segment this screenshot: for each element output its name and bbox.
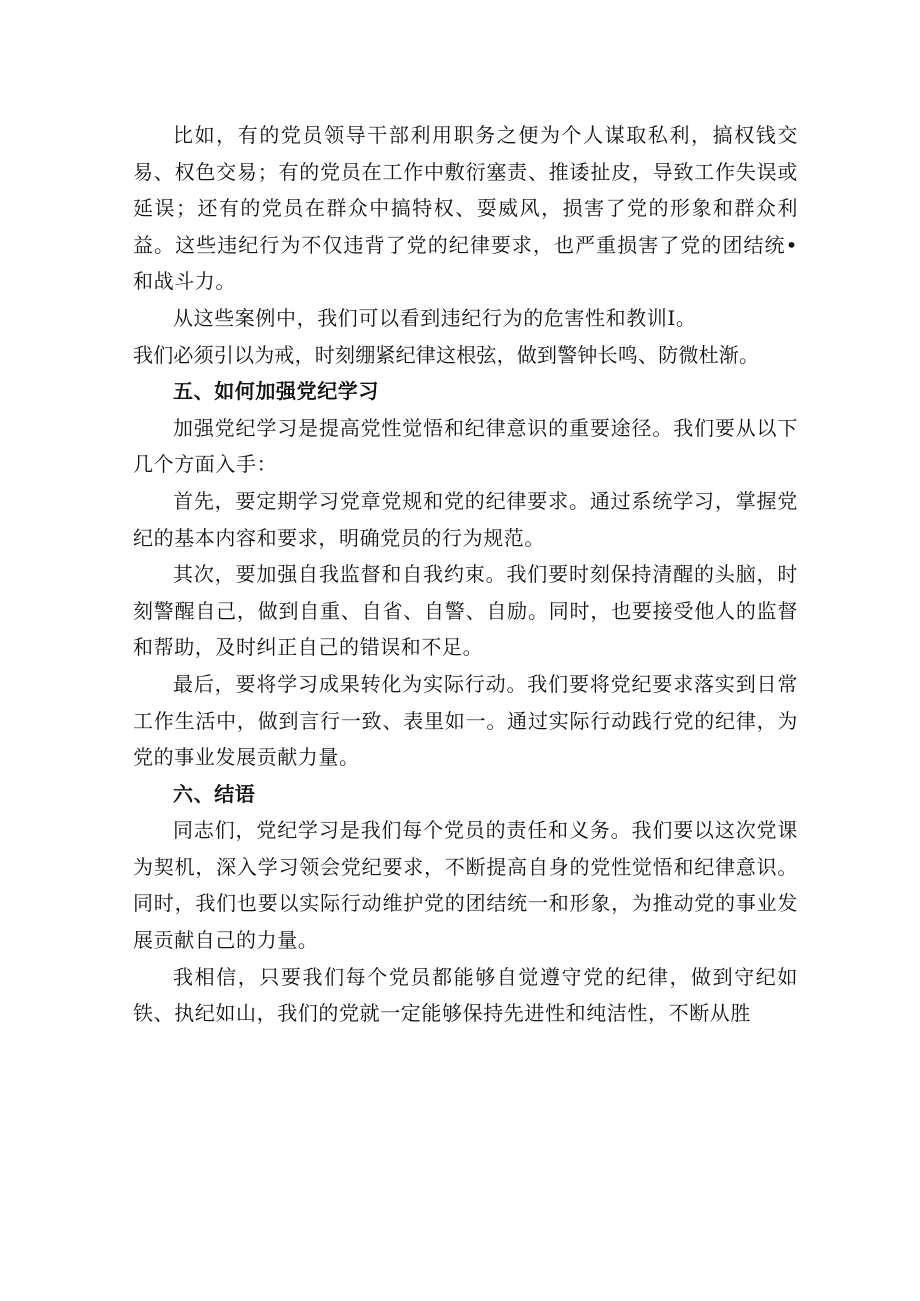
paragraph-violations-examples: 比如，有的党员领导干部利用职务之便为个人谋取私利，搞权钱交易、权色交易；有的党员在工作中敷衍塞责、推诿扯皮，导致工作失误或延误；还有的党员在群众中搞特权、耍威风，损害了党的形象和群众利益。这些违纪行为不仅违背了党的纪律要求，也严重损害了党的团结统•和战斗力。 — [133, 123, 798, 294]
paragraph-second: 其次，要加强自我监督和自我约束。我们要时刻保持清醒的头脑，时刻警醒自己，做到自重、自省、自警、自励。同时，也要接受他人的监督和帮助，及时纠正自己的错误和不足。 — [133, 562, 798, 660]
paragraph-lessons: 从这些案例中，我们可以看到违纪行为的危害性和教训I。 — [173, 305, 697, 330]
paragraph-comrades: 同志们，党纪学习是我们每个党员的责任和义务。我们要以这次党课为契机，深入学习领会党纪要求，不断提高自身的党性觉悟和纪律意识。同时，我们也要以实际行动维护党的团结统一和形象，为推动党的事业发展贡献自己的力量。 — [133, 818, 798, 953]
paragraph-finally: 最后，要将学习成果转化为实际行动。我们要将党纪要求落实到日常工作生活中，做到言行一致、表里如一。通过实际行动践行党的纪律，为党的事业发展贡献力量。 — [133, 671, 798, 770]
paragraph-first: 首先，要定期学习党章党规和党的纪律要求。通过系统学习，掌握党纪的基本内容和要求，明确党员的行为规范。 — [133, 488, 798, 550]
document-body — [133, 117, 798, 1032]
paragraph-warning: 我们必须引以为戒，时刻绷紧纪律这根弦，做到警钟长鸣、防微杜渐。 — [133, 342, 760, 367]
paragraph-belief: 我相信，只要我们每个党员都能够自觉遵守党的纪律，做到守纪如铁、执纪如山，我们的党就一定能够保持先进性和纯洁性，不断从胜 — [133, 964, 798, 1026]
section-heading-six: 六、结语 — [173, 781, 256, 806]
section-heading-five: 五、如何加强党纪学习 — [173, 379, 379, 404]
paragraph-study-intro: 加强党纪学习是提高党性觉悟和纪律意识的重要途径。我们要从以下几个方面入手： — [133, 415, 798, 477]
